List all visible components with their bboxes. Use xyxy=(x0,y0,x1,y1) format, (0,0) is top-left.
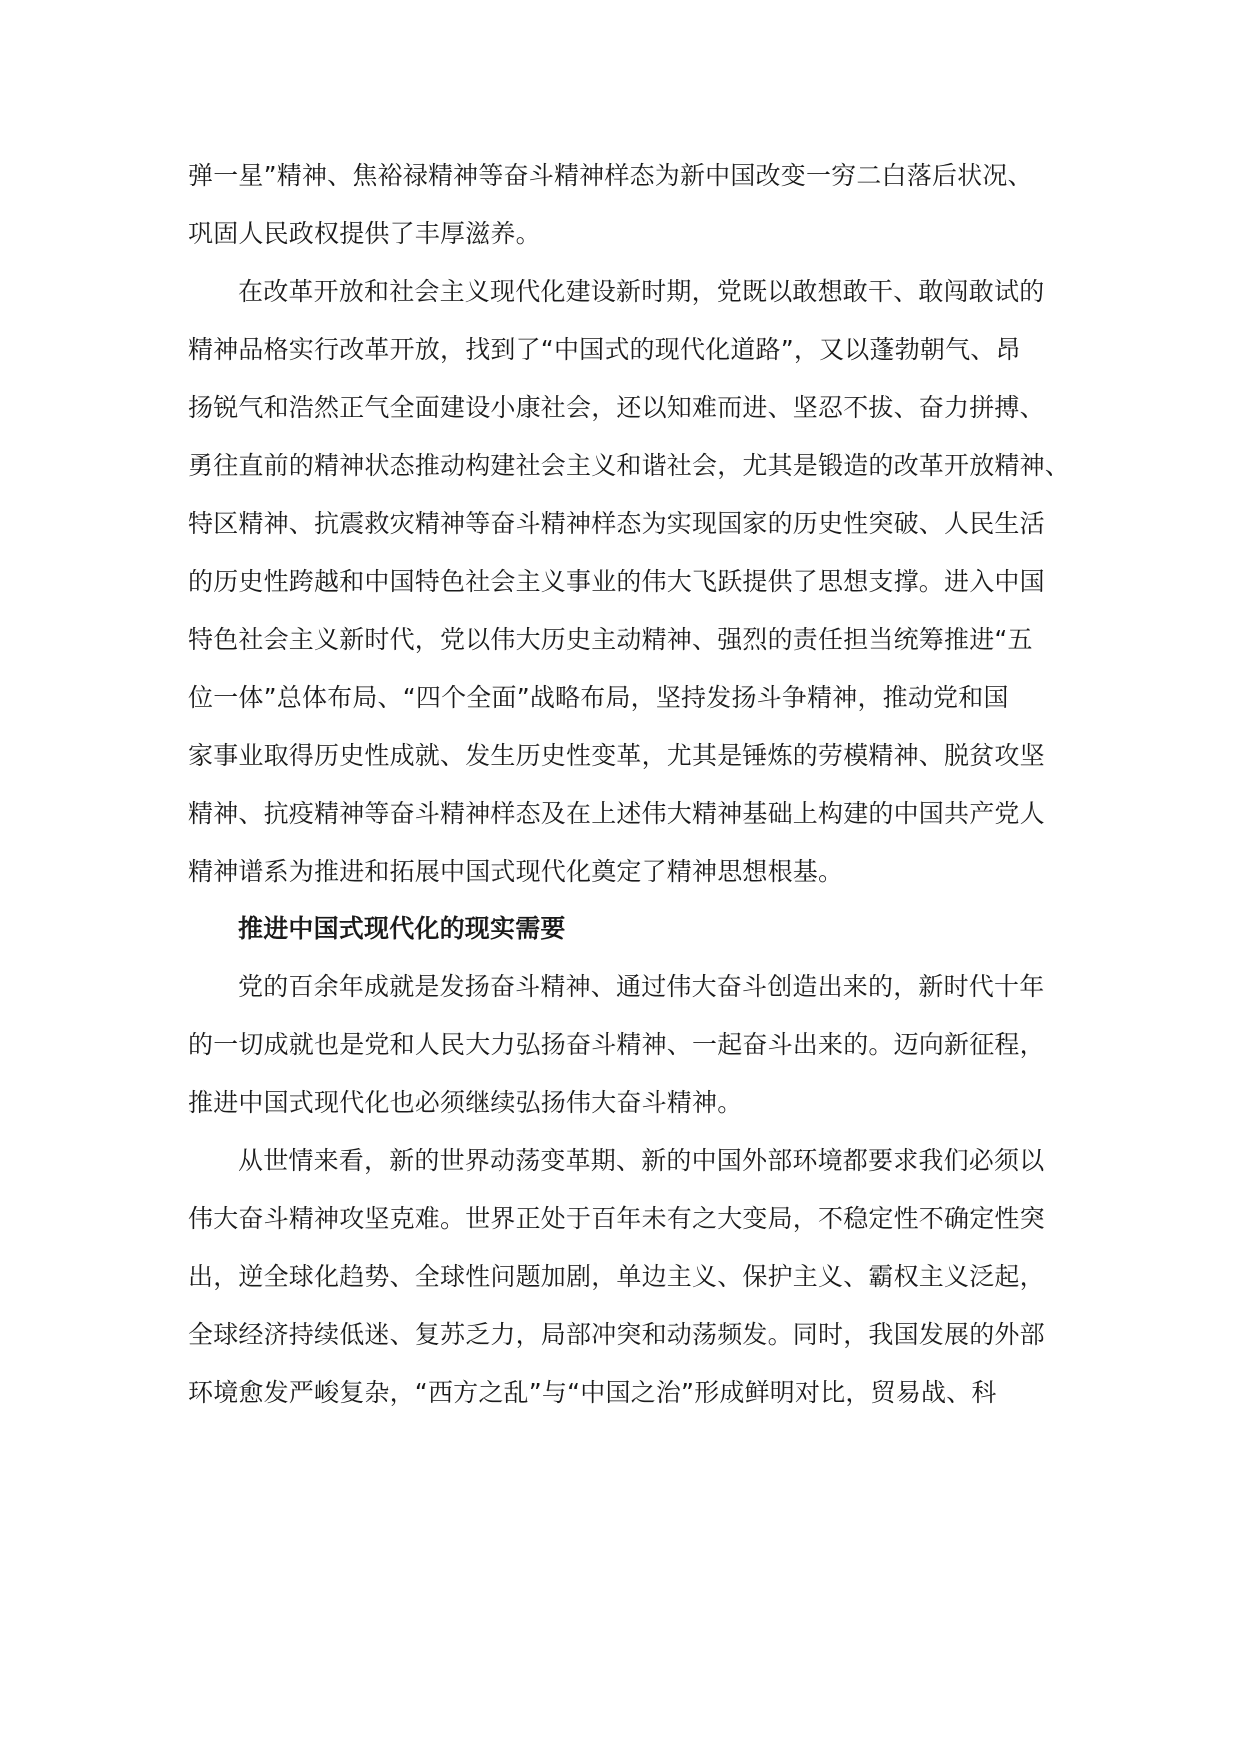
body-text-line: 精神、抗疫精神等奋斗精神样态及在上述伟大精神基础上构建的中国共产党人 xyxy=(188,799,1045,828)
paragraph-first-line: 从世情来看，新的世界动荡变革期、新的中国外部环境都要求我们必须以 xyxy=(238,1146,1045,1175)
body-text-line: 巩固人民政权提供了丰厚滋养。 xyxy=(188,219,541,248)
body-text-line: 的一切成就也是党和人民大力弘扬奋斗精神、一起奋斗出来的。迈向新征程， xyxy=(188,1030,1045,1059)
body-text-line: 特区精神、抗震救灾精神等奋斗精神样态为实现国家的历史性突破、人民生活 xyxy=(188,509,1045,538)
body-text-line: 扬锐气和浩然正气全面建设小康社会，还以知难而进、坚忍不拔、奋力拼搏、 xyxy=(188,393,1045,422)
body-text-line: 精神谱系为推进和拓展中国式现代化奠定了精神思想根基。 xyxy=(188,857,844,886)
body-text-line: 位一体”总体布局、“四个全面”战略布局，坚持发扬斗争精神，推动党和国 xyxy=(188,683,1009,712)
body-text-line: 家事业取得历史性成就、发生历史性变革，尤其是锤炼的劳模精神、脱贫攻坚 xyxy=(188,741,1045,770)
body-text-line: 环境愈发严峻复杂，“西方之乱”与“中国之治”形成鲜明对比，贸易战、科 xyxy=(188,1378,997,1407)
body-text-line: 出，逆全球化趋势、全球性问题加剧，单边主义、保护主义、霸权主义泛起， xyxy=(188,1262,1045,1291)
body-text-line: 的历史性跨越和中国特色社会主义事业的伟大飞跃提供了思想支撑。进入中国 xyxy=(188,567,1045,596)
body-text-line: 精神品格实行改革开放，找到了“中国式的现代化道路”，又以蓬勃朝气、昂 xyxy=(188,335,1021,364)
section-heading: 推进中国式现代化的现实需要 xyxy=(238,914,566,943)
body-text-line: 特色社会主义新时代，党以伟大历史主动精神、强烈的责任担当统筹推进“五 xyxy=(188,625,1033,654)
paragraph-first-line: 在改革开放和社会主义现代化建设新时期，党既以敢想敢干、敢闯敢试的 xyxy=(238,277,1045,306)
body-text-line: 弹一星”精神、焦裕禄精神等奋斗精神样态为新中国改变一穷二白落后状况、 xyxy=(188,161,1033,190)
body-text-line: 伟大奋斗精神攻坚克难。世界正处于百年未有之大变局，不稳定性不确定性突 xyxy=(188,1204,1045,1233)
paragraph-first-line: 党的百余年成就是发扬奋斗精神、通过伟大奋斗创造出来的，新时代十年 xyxy=(238,972,1045,1001)
body-text-line: 推进中国式现代化也必须继续弘扬伟大奋斗精神。 xyxy=(188,1088,743,1117)
body-text-line: 全球经济持续低迷、复苏乏力，局部冲突和动荡频发。同时，我国发展的外部 xyxy=(188,1320,1045,1349)
body-text-line: 勇往直前的精神状态推动构建社会主义和谐社会，尤其是锻造的改革开放精神、 xyxy=(188,451,1071,480)
